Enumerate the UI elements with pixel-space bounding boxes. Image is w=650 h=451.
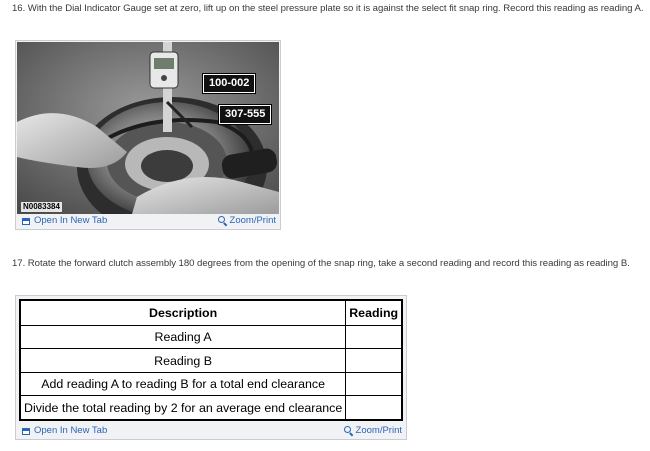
cell-reading xyxy=(346,326,402,349)
zoom-print-label: Zoom/Print xyxy=(355,425,402,436)
clutch-dial-indicator-photo xyxy=(17,42,279,214)
table-row xyxy=(20,349,402,372)
cell-description: Reading B xyxy=(20,349,346,372)
cell-description: Add reading A to reading B for a total end clearance xyxy=(20,372,346,395)
callout-label-1: 100-002 xyxy=(203,74,255,93)
end-clearance-table xyxy=(19,299,403,421)
cell-reading xyxy=(346,349,402,372)
magnifier-icon xyxy=(218,216,228,226)
header-description: Description xyxy=(20,300,346,326)
cell-reading xyxy=(346,396,402,420)
callout-label-2: 307-555 xyxy=(219,105,271,124)
table-footer xyxy=(16,423,406,439)
cell-description: Reading A xyxy=(20,326,346,349)
open-new-tab-label: Open In New Tab xyxy=(34,425,108,436)
table-row xyxy=(20,372,402,395)
figure-footer xyxy=(16,213,280,229)
open-new-tab-link[interactable] xyxy=(22,423,107,439)
zoom-print-label: Zoom/Print xyxy=(229,215,276,226)
magnifier-icon xyxy=(344,426,354,436)
header-reading: Reading xyxy=(346,300,402,326)
photo-illustration xyxy=(17,42,279,214)
figure-container xyxy=(15,40,281,230)
table-row xyxy=(20,396,402,420)
open-new-tab-link[interactable] xyxy=(22,213,107,229)
new-tab-icon xyxy=(22,218,30,225)
table-container xyxy=(15,295,407,440)
image-id: N0083384 xyxy=(23,202,60,211)
zoom-print-link[interactable] xyxy=(218,213,276,229)
cell-reading xyxy=(346,372,402,395)
step-17-instruction: 17. Rotate the forward clutch assembly 180 degrees from the opening of the snap ring, take a second reading and record this reading as reading B. xyxy=(12,258,630,269)
open-new-tab-label: Open In New Tab xyxy=(34,215,108,226)
table-header-row xyxy=(20,300,402,326)
new-tab-icon xyxy=(22,428,30,435)
cell-description: Divide the total reading by 2 for an average end clearance xyxy=(20,396,346,420)
step-16-instruction: 16. With the Dial Indicator Gauge set at zero, lift up on the steel pressure plate so it is against the select fit snap ring. Record this reading as reading A. xyxy=(12,3,644,14)
zoom-print-link[interactable] xyxy=(344,423,402,439)
table-row xyxy=(20,326,402,349)
